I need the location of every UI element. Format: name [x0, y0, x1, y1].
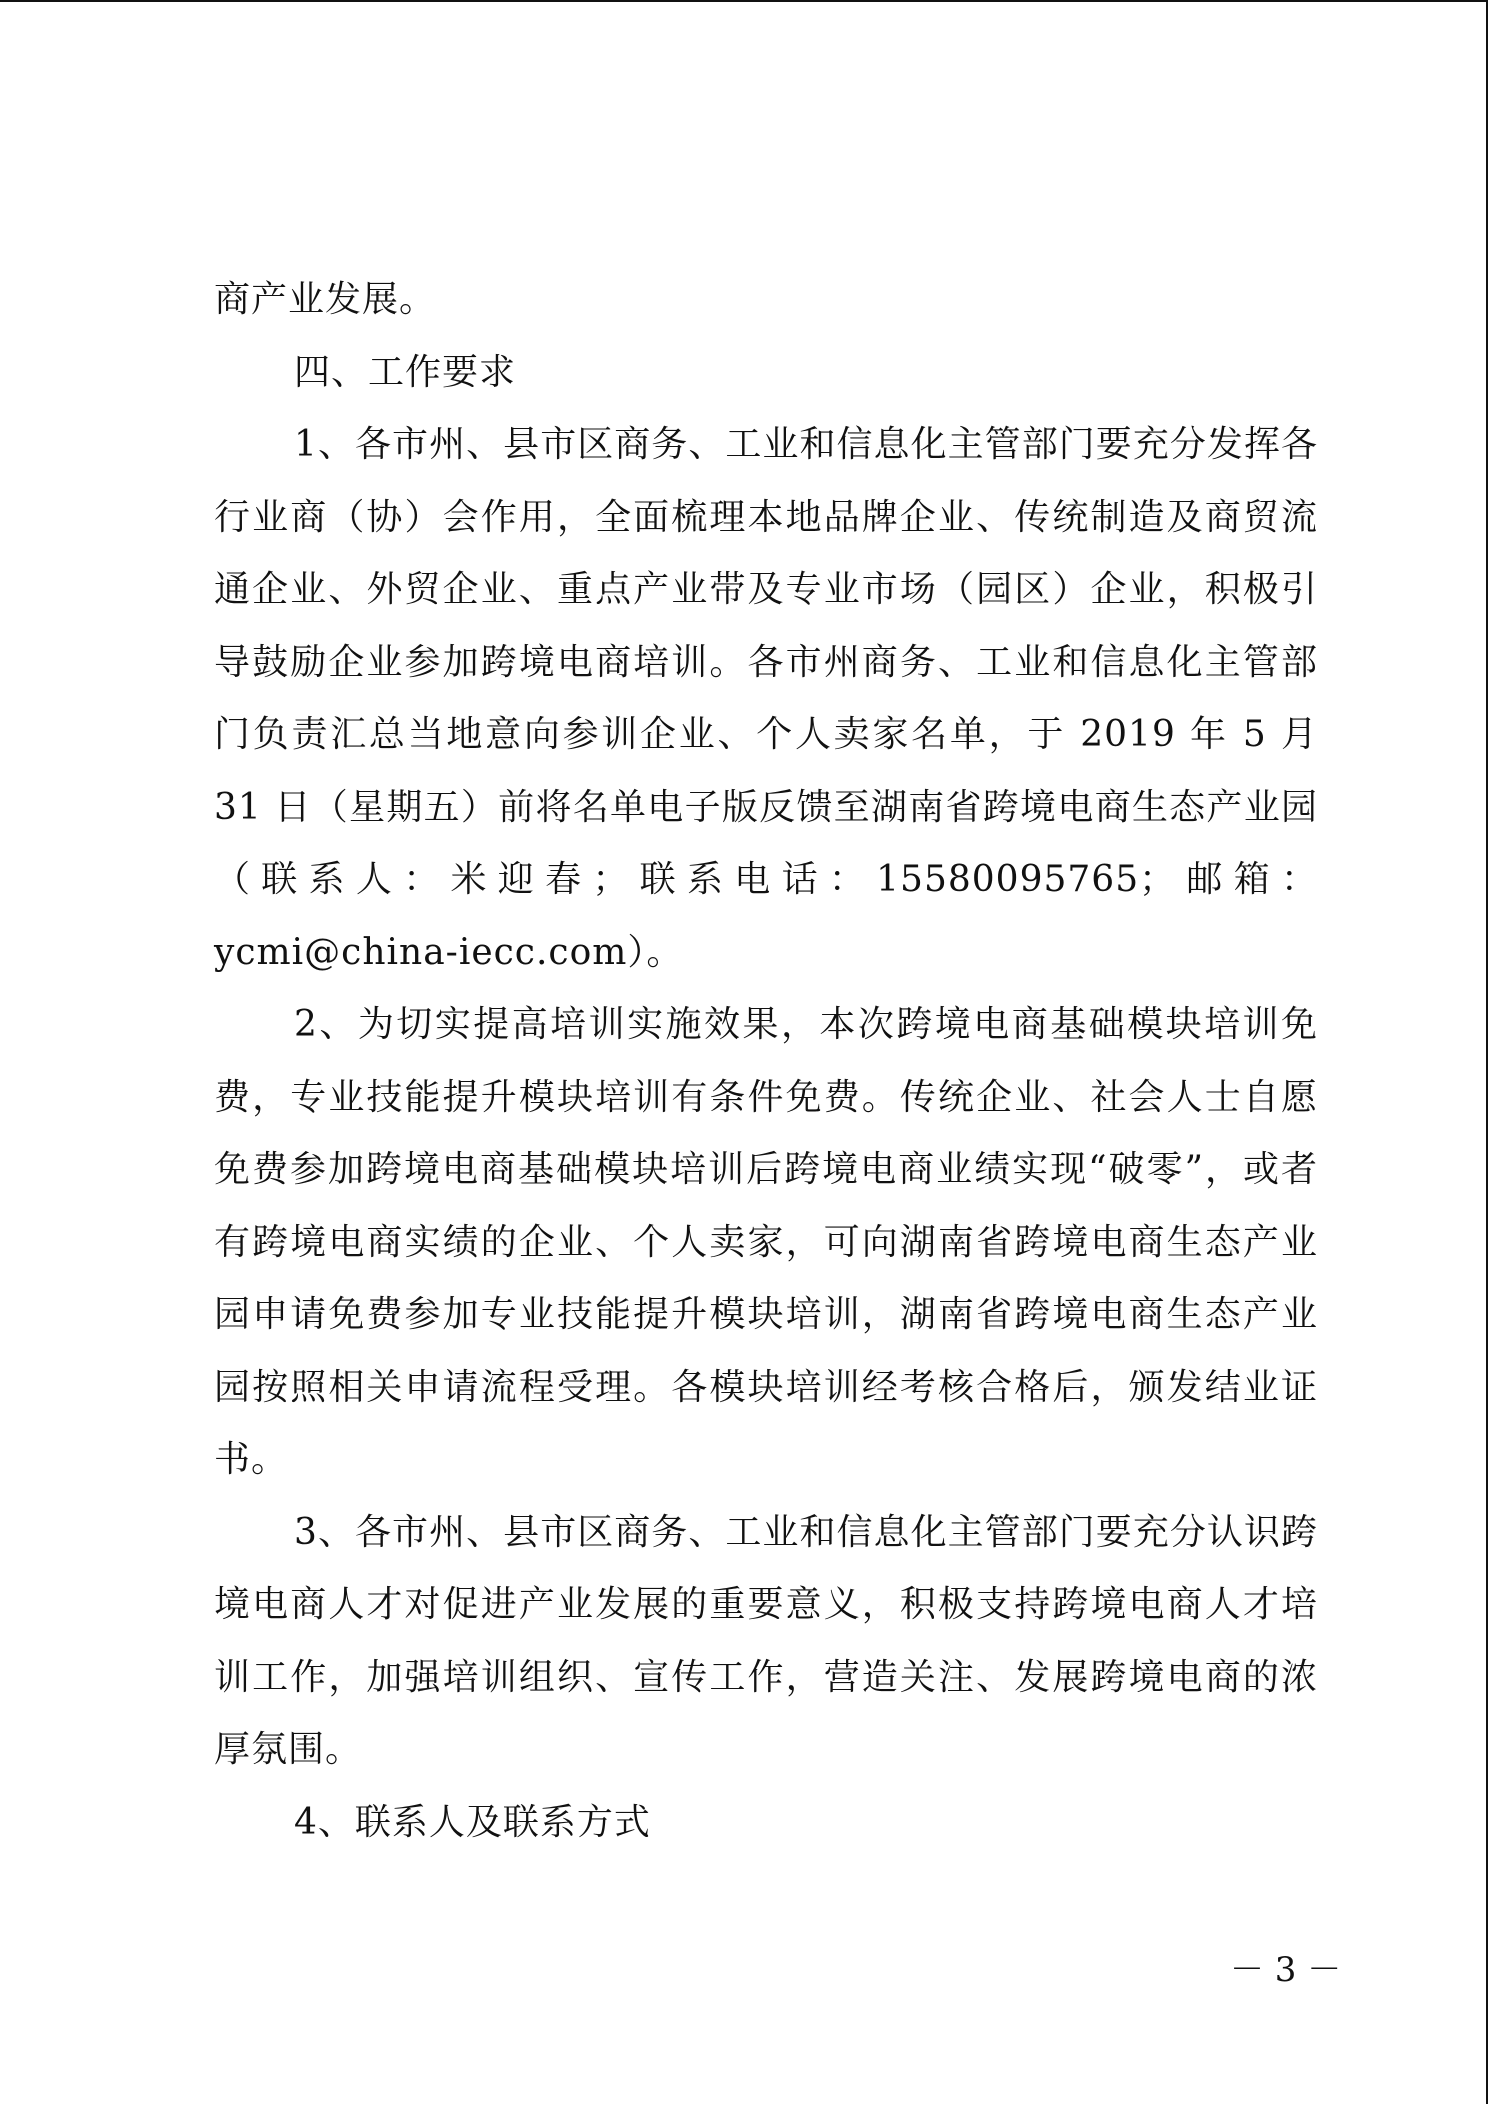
paragraph-continuation: 商产业发展。 [214, 279, 437, 320]
document-body [214, 264, 1318, 1859]
paragraph-item-1: 1、各市州、县市区商务、工业和信息化主管部门要充分发挥各行业商（协）会作用，全面梳理本地品牌企业、传统制造及商贸流通企业、外贸企业、重点产业带及专业市场（园区）企业，积极引导鼓励企业参加跨境电商培训。各市州商务、工业和信息化主管部门负责汇总当地意向参训企业、个人卖家名单，于 2019 年 5 月 31 日（星期五）前将名单电子版反馈至湖南省跨境电商生态产业园（联系人：米迎春；联系电话：15580095765；邮箱：ycmi@china-iecc.com）。 [214, 424, 1318, 973]
section-heading-work-requirements: 四、工作要求 [294, 351, 517, 393]
paragraph-item-4: 4、联系人及联系方式 [294, 1801, 651, 1843]
page-number: － 3 － [1230, 1950, 1342, 1990]
paragraph-item-3: 3、各市州、县市区商务、工业和信息化主管部门要充分认识跨境电商人才对促进产业发展的重要意义，积极支持跨境电商人才培训工作，加强培训组织、宣传工作，营造关注、发展跨境电商的浓厚氛围。 [214, 1511, 1318, 1770]
paragraph-item-2: 2、为切实提高培训实施效果，本次跨境电商基础模块培训免费，专业技能提升模块培训有条件免费。传统企业、社会人士自愿免费参加跨境电商基础模块培训后跨境电商业绩实现“破零”，或者有跨境电商实绩的企业、个人卖家，可向湖南省跨境电商生态产业园申请免费参加专业技能提升模块培训，湖南省跨境电商生态产业园按照相关申请流程受理。各模块培训经考核合格后，颁发结业证书。 [214, 1004, 1318, 1480]
